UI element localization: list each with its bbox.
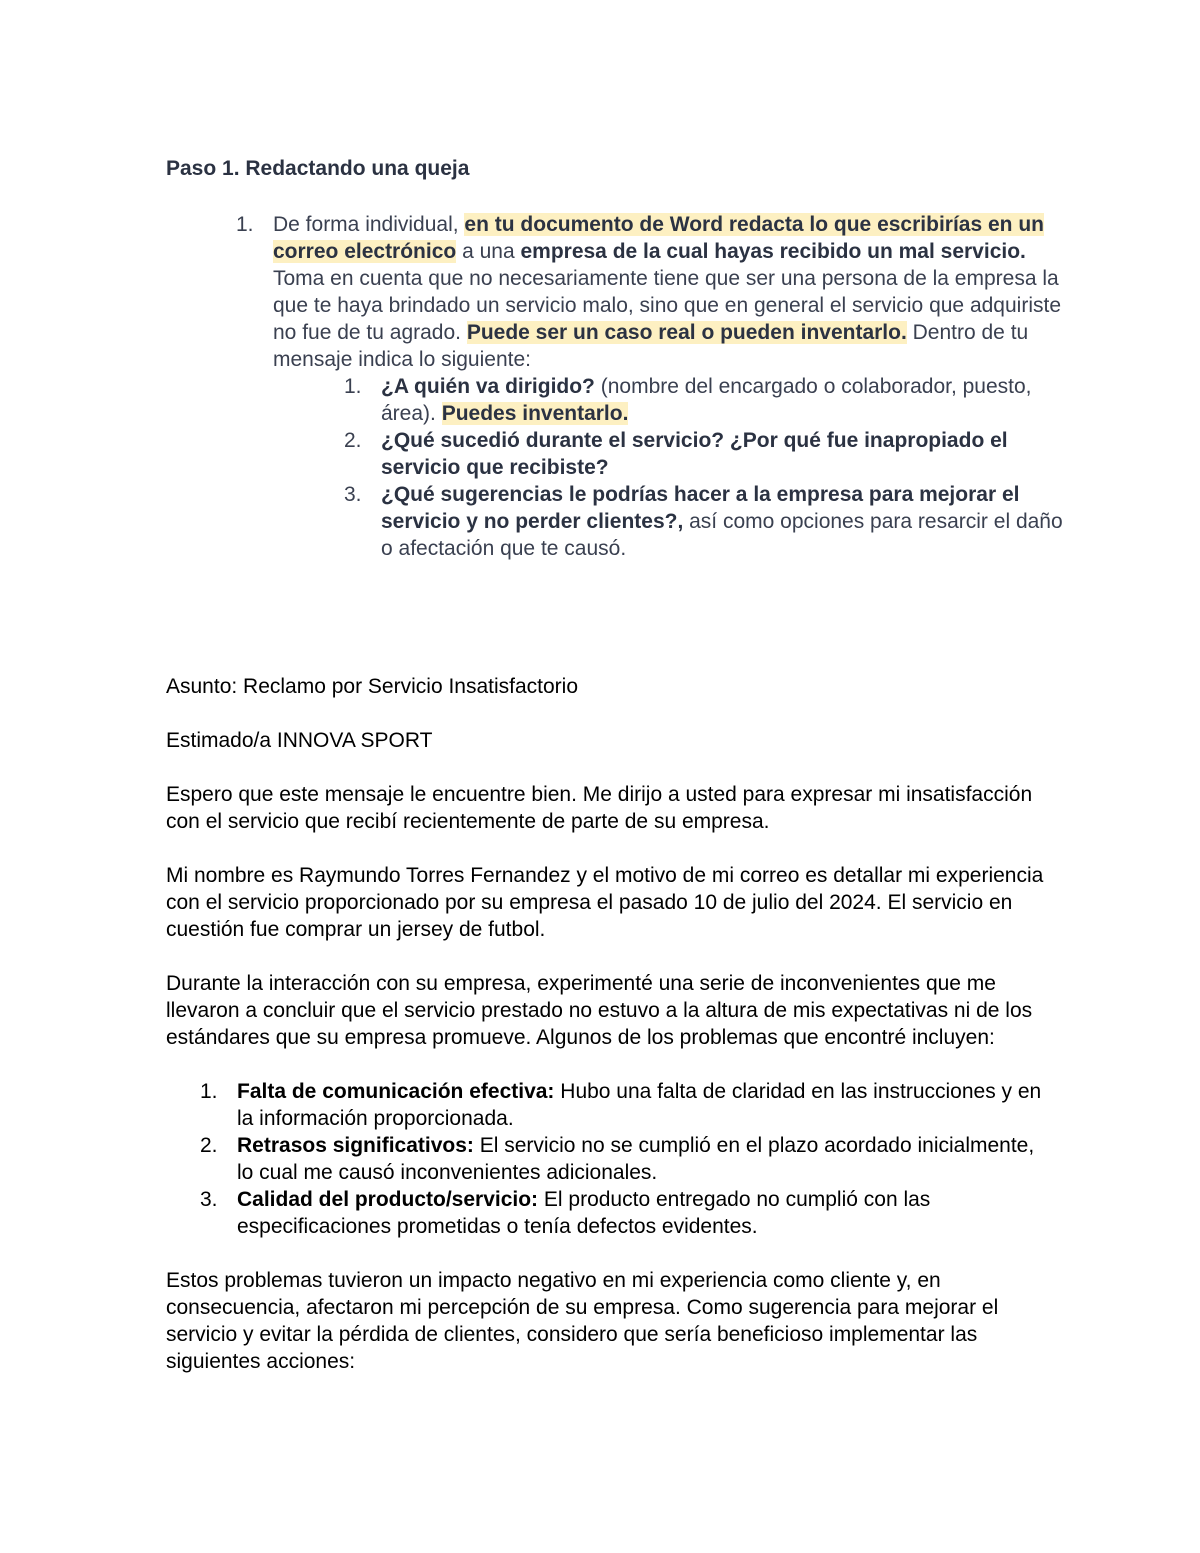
problem-item [200, 1132, 1046, 1186]
sublist-number: 1. [344, 375, 362, 398]
problem-number: 2. [200, 1134, 218, 1157]
problem-title: Falta de comunicación efectiva: [237, 1080, 555, 1103]
problem-title: Retrasos significativos: [237, 1134, 474, 1157]
email-paragraph: Estos problemas tuvieron un impacto negativo en mi experiencia como cliente y, en consecuencia, afectaron mi percepción de su empresa. Como sugerencia para mejorar el servicio y evitar la pérdida de clientes, considero que sería beneficioso implementar las siguientes acciones: [166, 1269, 999, 1373]
sublist-item [344, 427, 1063, 481]
problem-item [200, 1186, 1046, 1240]
sublist-question: ¿A quién va dirigido? [381, 375, 595, 398]
sublist-number: 3. [344, 483, 362, 506]
task-highlight-1: en tu documento de Word redacta lo que escribirías en un correo electrónico [273, 213, 1044, 263]
section-heading: Paso 1. Redactando una queja [166, 157, 470, 180]
email-draft [166, 673, 1046, 1402]
task-text-3: Toma en cuenta que no necesariamente tiene que ser una persona de la empresa la que te haya brindado un servicio malo, sino que en general el servicio que adquiriste no fue de tu agrado. [273, 267, 1061, 344]
task-text-4: Dentro de tu mensaje indica lo siguiente: [273, 321, 1029, 371]
sublist-question: ¿Qué sugerencias le podrías hacer a la empresa para mejorar el servicio y no perder clientes?, [381, 483, 1020, 533]
sublist-text: así como opciones para resarcir el daño o afectación que te causó. [381, 510, 1063, 560]
problem-title: Calidad del producto/servicio: [237, 1188, 539, 1211]
sublist-question: ¿Qué sucedió durante el servicio? ¿Por qué fue inapropiado el servicio que recibiste? [381, 429, 1008, 479]
email-paragraph: Durante la interacción con su empresa, experimenté una serie de inconvenientes que me llevaron a concluir que el servicio prestado no estuvo a la altura de mis expectativas ni de los estándares que su empresa promueve. Algunos de los problemas que encontré incluyen: [166, 972, 1033, 1049]
sublist-number: 2. [344, 429, 362, 452]
problem-item [200, 1078, 1046, 1132]
sublist-item [344, 373, 1063, 427]
email-greeting: Estimado/a INNOVA SPORT [166, 729, 433, 752]
sublist-text: (nombre del encargado o colaborador, puesto, área). [381, 375, 1032, 425]
problem-text: El servicio no se cumplió en el plazo acordado inicialmente, lo cual me causó inconvenientes adicionales. [237, 1134, 1035, 1184]
task-sublist [344, 373, 1063, 562]
task-highlight-2: Puede ser un caso real o pueden inventarlo. [466, 321, 907, 344]
sublist-item [344, 481, 1063, 562]
task-paragraph [273, 211, 1063, 373]
email-subject: Asunto: Reclamo por Servicio Insatisfactorio [166, 675, 579, 698]
problem-number: 3. [200, 1188, 218, 1211]
task-text-2: a una [456, 240, 521, 263]
email-paragraph: Mi nombre es Raymundo Torres Fernandez y el motivo de mi correo es detallar mi experiencia con el servicio proporcionado por su empresa el pasado 10 de julio del 2024. El servicio en cuestión fue comprar un jersey de futbol. [166, 864, 1044, 941]
email-paragraph: Espero que este mensaje le encuentre bien. Me dirijo a usted para expresar mi insatisfacción con el servicio que recibí recientemente de parte de su empresa. [166, 783, 1033, 833]
task-number: 1. [236, 213, 254, 236]
problem-text: El producto entregado no cumplió con las especificaciones prometidas o tenía defectos evidentes. [237, 1188, 931, 1238]
problems-list [166, 1078, 1046, 1240]
problem-text: Hubo una falta de claridad en las instrucciones y en la información proporcionada. [237, 1080, 1042, 1130]
task-text-1: De forma individual, [273, 213, 465, 236]
task-bold-1: empresa de la cual hayas recibido un mal servicio. [520, 240, 1026, 263]
task-instructions [236, 211, 1063, 562]
problem-number: 1. [200, 1080, 218, 1103]
sublist-highlight: Puedes inventarlo. [441, 402, 629, 425]
